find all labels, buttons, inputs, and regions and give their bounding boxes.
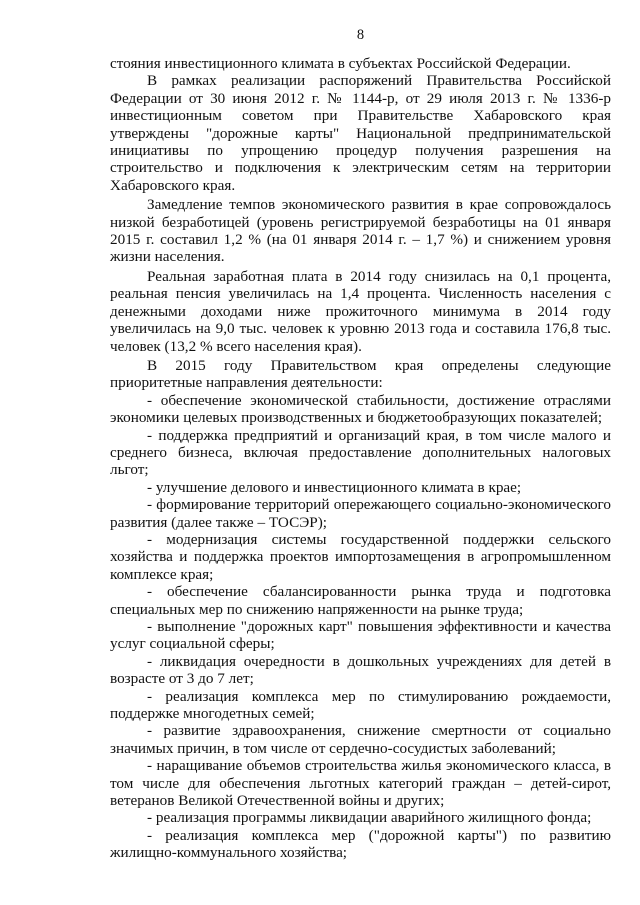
priority-item: - развитие здравоохранения, снижение смертности от социально значимых причин, в том числе от сердечно-сосудистых заболеваний; bbox=[110, 722, 611, 757]
priority-item: - формирование территорий опережающего социально-экономического развития (далее также – ТОСЭР); bbox=[110, 496, 611, 531]
priority-item: - наращивание объемов строительства жилья экономического класса, в том числе для обеспечения льготных категорий граждан – детей-сирот, ветеранов Великой Отечественной войны и других; bbox=[110, 757, 611, 810]
priority-item: - реализация комплекса мер ("дорожной карты") по развитию жилищно-коммунального хозяйства; bbox=[110, 826, 611, 862]
priority-item: - выполнение "дорожных карт" повышения эффективности и качества услуг социальной сферы; bbox=[110, 618, 611, 653]
document-body bbox=[110, 55, 611, 862]
paragraph-wages: Реальная заработная плата в 2014 году снизилась на 0,1 процента, реальная пенсия увеличилась на 1,4 процента. Численность населения с денежными доходами ниже прожиточного минимума в 2014 году увеличилась на 9,0 тыс. человек к уровню 2013 года и составила 176,8 тыс. человек (13,2 % всего населения края). bbox=[110, 267, 611, 355]
paragraph-road-maps: В рамках реализации распоряжений Правительства Российской Федерации от 30 июня 2012 г. № 1144-р, от 29 июля 2013 г. № 1336-р инвестиционным советом при Правительстве Хабаровского края утверждены "дорожные карты" Национальной предпринимательской инициативы по упрощению процедур получения разрешения на строительство и подключения к электрическим сетям на территории Хабаровского края. bbox=[110, 72, 611, 194]
document-page bbox=[110, 0, 611, 905]
priority-item: - обеспечение экономической стабильности, достижение отраслями экономики целевых производственных и бюджетообразующих показателей; bbox=[110, 391, 611, 427]
priority-item: - реализация комплекса мер по стимулированию рождаемости, поддержке многодетных семей; bbox=[110, 687, 611, 723]
priority-item: - обеспечение сбалансированности рынка труда и подготовка специальных мер по снижению напряженности на рынке труда; bbox=[110, 583, 611, 618]
paragraph-priorities-intro: В 2015 году Правительством края определены следующие приоритетные направления деятельности: bbox=[110, 356, 611, 392]
priority-item: - ликвидация очередности в дошкольных учреждениях для детей в возрасте от 3 до 7 лет; bbox=[110, 652, 611, 688]
priority-item: - реализация программы ликвидации аварийного жилищного фонда; bbox=[147, 809, 592, 827]
paragraph-continuation: стояния инвестиционного климата в субъектах Российской Федерации. bbox=[110, 55, 571, 72]
priority-item: - поддержка предприятий и организаций края, в том числе малого и среднего бизнеса, включая предоставление дополнительных налоговых льгот; bbox=[110, 426, 611, 479]
page-number: 8 bbox=[356, 27, 365, 43]
priority-item: - модернизация системы государственной поддержки сельского хозяйства и поддержка проектов импортозамещения в агропромышленном комплексе края; bbox=[110, 530, 611, 583]
priority-item: - улучшение делового и инвестиционного климата в крае; bbox=[147, 478, 522, 496]
paragraph-unemployment: Замедление темпов экономического развития в крае сопровождалось низкой безработицей (уровень регистрируемой безработицы на 01 января 2015 г. составил 1,2 % (на 01 января 2014 г. – 1,7 %) и снижением уровня жизни населения. bbox=[110, 196, 611, 266]
